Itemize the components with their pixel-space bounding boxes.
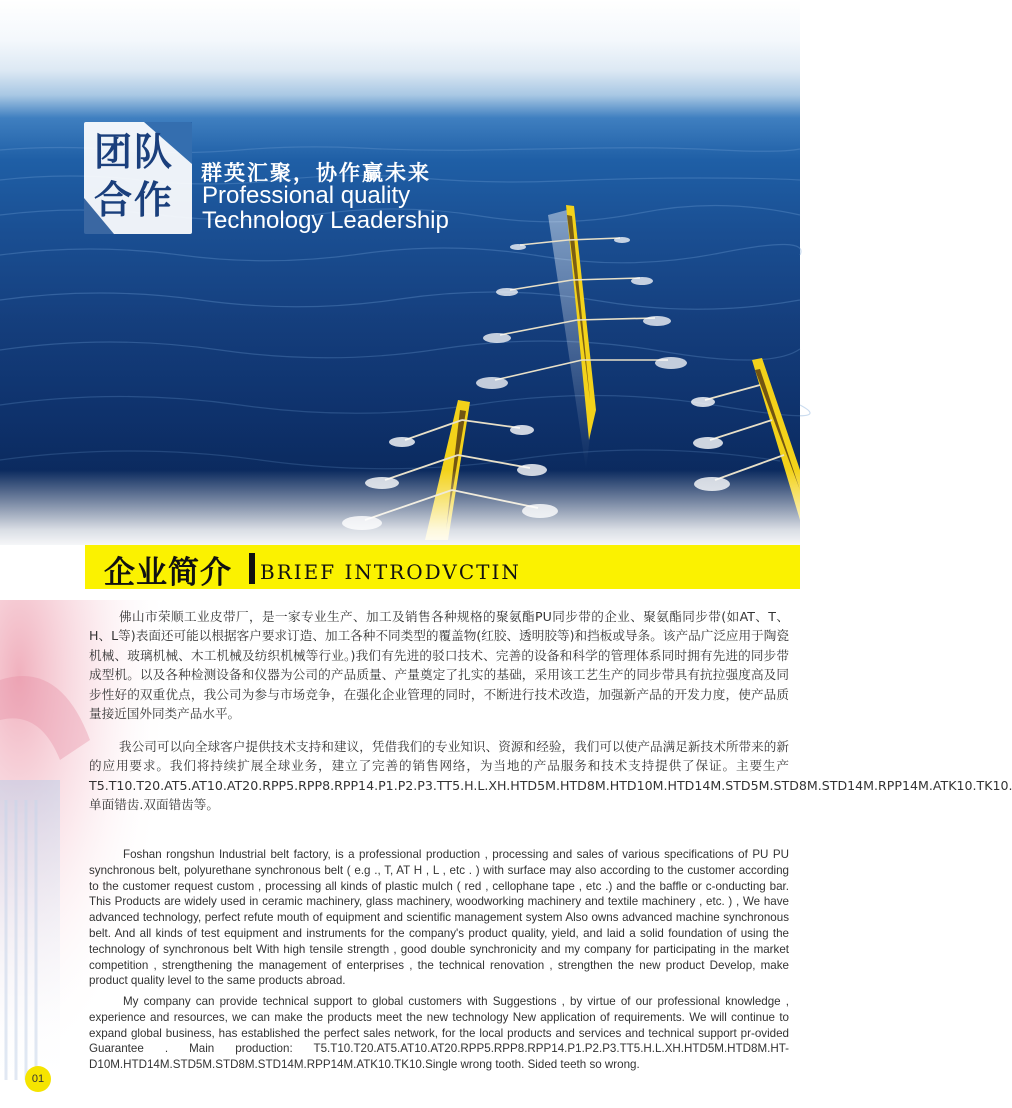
hero-fade — [0, 470, 800, 550]
title-separator — [249, 553, 255, 584]
intro-paragraph-en-2-text: My company can provide technical support to global customers with Suggestions , by virtue of our professional knowledge , experience and resources, we can make the products meet the new technology New application of requirements. We will continue to expand global business, has established the perfect sales network, for the local products and services and technical support pr-ovided Guarantee . Main production: T5.T10.T20.AT5.AT10.AT20.RPP5.RPP8.RPP14.P1.P2.P3.TT5.H.L.XH.HTD5M.HTD8M.HT-D10M.HTD14M.STD5M.STD8M.STD14M.RPP14M.ATK10.TK10.Single wrong tooth. Sided teeth so wrong. — [89, 995, 789, 1072]
page-number-badge: 01 — [25, 1066, 51, 1092]
section-title-english: BRIEF INTRODVCTIN — [260, 560, 521, 584]
slogan-chinese: 群英汇聚，协作赢未来 — [201, 161, 431, 185]
section-title-chinese: 企业简介 — [104, 555, 232, 591]
intro-paragraph-en-1-text: Foshan rongshun Industrial belt factory, is a professional production , processing and sales of various specifications of PU PU synchronous belt, polyurethane synchronous belt ( e.g ., T, AT H , L , etc . ) with surface may also according to the customer according to the customer request custom , processing all kinds of plastic mulch ( red , cellophane tape , etc .) and the baffle or c-onducting bar. This Products are widely used in ceramic machinery, glass machinery, woodworking machinery and textile machinery , etc. ) , We have advanced technology, perfect refute mouth of equipment and scientific management system Also owns advanced machine synchronous belt. And all kinds of test equipment and instruments for the company's product quality, yield, and laid a solid foundation of using the technology of synchronous belt With high tensile strength , good double synchronicity and my company for participating in the market competition , strengthening the management of enterprises , the technical renovation , strengthen the new product Develop, make product quality level to the same products abroad. — [89, 848, 789, 988]
intro-paragraph-en-1 — [89, 847, 789, 989]
hero-banner — [0, 0, 800, 545]
badge-text-line2: 合作 — [94, 178, 175, 222]
rowing-sea-photo — [0, 0, 800, 545]
slogan-english-line1: Professional quality — [202, 182, 411, 209]
badge-text-line1: 团队 — [94, 130, 175, 174]
slogan-english-line2: Technology Leadership — [202, 207, 449, 234]
intro-paragraph-cn-2: 我公司可以向全球客户提供技术支持和建议，凭借我们的专业知识、资源和经验，我们可以使产品满足新技术所带来的新的应用要求。我们将持续扩展全球业务，建立了完善的销售网络，为当地的产品服务和技术支持提供了保证。主要生产T5.T10.T20.AT5.AT10.AT20.RPP5.RPP8.RPP14.P1.P2.P3.TT5.H.L.XH.HTD5M.HTD8M.HTD10M.HTD14M.STD5M.STD8M.STD14M.RPP14M.ATK10.TK10.单面错齿.双面错齿等。 — [89, 739, 1012, 813]
team-badge — [84, 122, 192, 234]
intro-paragraph-en-2 — [89, 994, 789, 1073]
intro-paragraph-cn-1: 佛山市荣顺工业皮带厂，是一家专业生产、加工及销售各种规格的聚氨酯PU同步带的企业、聚氨酯同步带(如AT、T、H、L等)表面还可能以根据客户要求订造、加工各种不同类型的覆盖物(红胶、透明胶等)和挡板或导条。该产品广泛应用于陶瓷机械、玻璃机械、木工机械及纺织机械等行业。)我们有先进的驳口技术、完善的设备和科学的管理体系同时拥有先进的同步带成型机。以及各种检测设备和仪器为公司的产品质量、产量奠定了扎实的基础，采用该工艺生产的同步带具有抗拉强度高及同步性好的双重优点，我公司为参与市场竞争，在强化企业管理的同时，不断进行技术改造，加强新产品的开发力度，使产品质量接近国外同类产品水平。 — [89, 609, 789, 722]
